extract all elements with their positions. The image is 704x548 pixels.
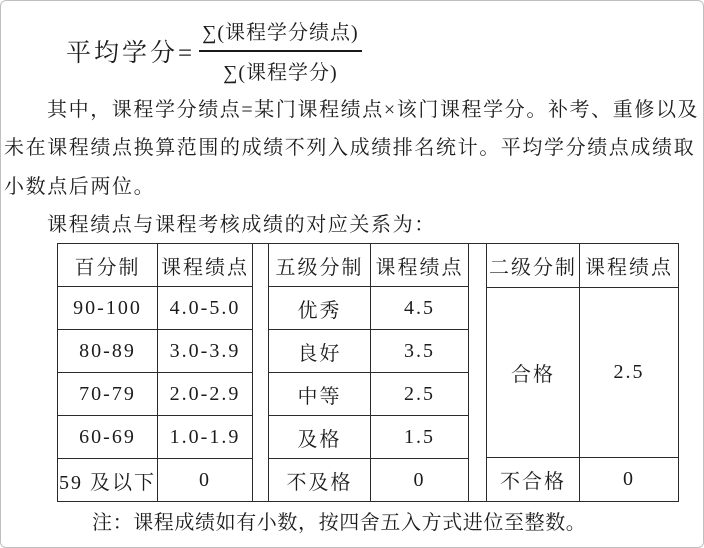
table-row xyxy=(58,287,253,330)
table-row-merged xyxy=(487,287,679,458)
paragraph-line: 其中，课程学分绩点=某门课程绩点×该门课程学分。补考、重修以及 xyxy=(47,99,700,121)
five-level-scale-table xyxy=(268,243,469,502)
formula-denominator: ∑(课程学分) xyxy=(223,62,338,84)
column-header: 二级分制 xyxy=(487,244,580,288)
table-row xyxy=(487,458,679,502)
table-cell: 4.5 xyxy=(371,287,469,330)
formula-fraction xyxy=(199,16,362,85)
table-cell: 不合格 xyxy=(487,458,580,502)
column-header: 课程绩点 xyxy=(158,244,253,287)
column-header: 五级分制 xyxy=(269,244,371,287)
table-row xyxy=(269,330,469,373)
grade-conversion-table xyxy=(57,243,679,502)
table-section-divider xyxy=(469,243,486,502)
percent-scale-table xyxy=(57,243,253,502)
formula-numerator: ∑(课程学分绩点) xyxy=(199,16,362,52)
table-cell: 0 xyxy=(580,458,679,502)
table-header-row xyxy=(58,244,253,287)
table-cell: 优秀 xyxy=(269,287,371,330)
table-lead-in-text: 课程绩点与课程考核成绩的对应关系为： xyxy=(47,214,436,236)
table-cell: 中等 xyxy=(269,373,371,416)
table-cell: 2.0-2.9 xyxy=(158,373,253,416)
table-row xyxy=(58,330,253,373)
table-cell: 4.0-5.0 xyxy=(158,287,253,330)
table-cell: 1.0-1.9 xyxy=(158,416,253,459)
table-section-divider xyxy=(253,243,268,502)
paragraph-line: 未在课程绩点换算范围的成绩不列入成绩排名统计。平均学分绩点成绩取 xyxy=(4,137,696,159)
table-cell: 0 xyxy=(371,459,469,502)
table-cell: 0 xyxy=(158,459,253,502)
table-row xyxy=(269,416,469,459)
gpa-formula xyxy=(66,16,362,85)
table-cell: 及格 xyxy=(269,416,371,459)
table-cell: 59 及以下 xyxy=(58,459,158,502)
table-cell: 3.5 xyxy=(371,330,469,373)
formula-lhs: 平均学分= xyxy=(66,39,196,67)
table-header-row xyxy=(487,244,679,288)
table-row xyxy=(58,416,253,459)
table-cell: 3.0-3.9 xyxy=(158,330,253,373)
table-cell: 1.5 xyxy=(371,416,469,459)
table-footnote: 注：课程成绩如有小数，按四舍五入方式进位至整数。 xyxy=(92,512,587,534)
table-cell: 2.5 xyxy=(580,287,679,458)
table-row xyxy=(58,459,253,502)
table-cell: 80-89 xyxy=(58,330,158,373)
table-cell: 70-79 xyxy=(58,373,158,416)
table-cell: 90-100 xyxy=(58,287,158,330)
table-row xyxy=(269,373,469,416)
table-cell: 60-69 xyxy=(58,416,158,459)
table-cell: 不及格 xyxy=(269,459,371,502)
paragraph-line: 小数点后两位。 xyxy=(4,176,156,198)
two-level-scale-table xyxy=(486,243,679,502)
table-cell: 良好 xyxy=(269,330,371,373)
table-cell: 2.5 xyxy=(371,373,469,416)
table-cell: 合格 xyxy=(487,287,580,458)
table-row xyxy=(58,373,253,416)
table-row xyxy=(269,287,469,330)
column-header: 百分制 xyxy=(58,244,158,287)
column-header: 课程绩点 xyxy=(580,244,679,288)
column-header: 课程绩点 xyxy=(371,244,469,287)
table-header-row xyxy=(269,244,469,287)
table-row xyxy=(269,459,469,502)
